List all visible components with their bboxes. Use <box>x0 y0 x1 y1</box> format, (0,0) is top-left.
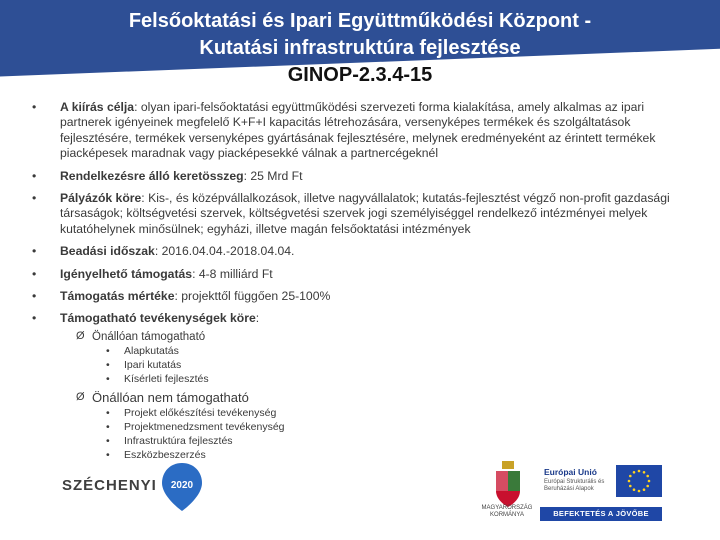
item-text: : 2016.04.04.-2018.04.04. <box>154 244 295 259</box>
invest-future-banner: BEFEKTETÉS A JÖVŐBE <box>540 507 662 521</box>
sub-item-text: Projekt előkészítési tevékenység <box>124 406 277 419</box>
bullet-icon: • <box>106 358 110 371</box>
sub-list-item <box>28 358 698 372</box>
supported-heading <box>28 331 698 344</box>
list-item <box>28 169 698 184</box>
not-supported-heading-text: Önállóan nem támogatható <box>92 389 249 405</box>
bullet-icon: • <box>106 448 110 461</box>
sub-item-text: Ipari kutatás <box>124 358 182 371</box>
list-item <box>28 244 698 259</box>
bullet-icon: • <box>106 372 110 385</box>
footer-logos <box>0 455 720 540</box>
list-item <box>28 289 698 304</box>
item-label: Pályázók köre <box>60 191 142 206</box>
title-line-1: Felsőoktatási és Ipari Együttműködési Központ - <box>128 10 592 32</box>
hungary-government-label <box>472 505 542 519</box>
sub-list-item <box>28 406 698 420</box>
bullet-icon: • <box>106 434 110 447</box>
bullet-icon: • <box>32 100 37 114</box>
bullet-icon: • <box>106 420 110 433</box>
title-line-2: Kutatási infrastruktúra fejlesztése <box>199 37 521 59</box>
item-label: Támogatható tevékenységek köre <box>60 311 256 326</box>
page-title <box>40 8 680 89</box>
item-label: Beadási időszak <box>60 244 155 259</box>
hungary-line-1: MAGYARORSZÁG <box>481 505 533 511</box>
sub-item-text: Alapkutatás <box>124 344 179 357</box>
sub-list-item <box>28 434 698 448</box>
eu-flag-icon <box>616 465 662 497</box>
arrow-icon: Ø <box>76 329 85 342</box>
item-text: : 4-8 milliárd Ft <box>192 266 273 281</box>
sub-list-item <box>28 344 698 358</box>
item-label: Rendelkezésre álló keretösszeg <box>60 168 244 183</box>
item-label: Igényelhető támogatás <box>60 266 193 281</box>
item-label: A kiírás célja <box>60 100 135 114</box>
sub-item-text: Infrastruktúra fejlesztés <box>124 434 233 447</box>
item-text: : Kis-, és középvállalkozások, illetve nagyvállalatok; kutatás-fejlesztést végző non-profit gazdasági társaságok; költségvetési szervek, költségvetési szervek jogi személyiséggel rendelkező intézményei melyek kutatóhelynek minősülnek; egyházi, illetve magán felsőoktatási intézmények <box>60 191 670 236</box>
szechenyi-logo-text: SZÉCHENYI <box>62 477 157 494</box>
list-item <box>28 267 698 282</box>
item-text: : 25 Mrd Ft <box>243 168 303 183</box>
eu-title: Európai Unió <box>544 467 597 477</box>
bullet-icon: • <box>32 266 37 281</box>
bullet-icon: • <box>106 406 110 419</box>
item-label: Támogatás mértéke <box>60 289 175 304</box>
bullet-list <box>28 100 698 462</box>
bullet-icon: • <box>32 244 37 259</box>
item-text: : projekttől függően 25-100% <box>174 289 331 304</box>
sub-item-text: Kísérleti fejlesztés <box>124 372 209 385</box>
sub-item-text: Projektmenedzsment tevékenység <box>124 420 285 433</box>
sub-list-item <box>28 420 698 434</box>
arrow-icon: Ø <box>76 390 85 403</box>
bullet-icon: • <box>32 289 37 304</box>
title-code: GINOP-2.3.4-15 <box>287 64 433 86</box>
sub-list-item <box>28 372 698 386</box>
not-supported-heading <box>28 390 698 406</box>
bullet-icon: • <box>32 191 37 206</box>
list-item <box>28 311 698 326</box>
eu-subtitle: Európai Strukturális és Beruházási Alapok <box>544 479 605 492</box>
item-text: : <box>255 311 260 326</box>
hungary-line-2: KORMÁNYA <box>490 512 524 518</box>
bullet-icon: • <box>106 344 110 357</box>
list-item <box>28 191 698 237</box>
year-label: 2020 <box>170 480 194 491</box>
list-item <box>28 100 698 162</box>
bullet-icon: • <box>32 311 37 326</box>
supported-heading-text: Önállóan támogatható <box>92 330 206 343</box>
sub-item-text: Eszközbeszerzés <box>124 448 206 461</box>
szechenyi-2020-pin-icon <box>160 461 204 513</box>
bullet-icon: • <box>32 168 37 183</box>
item-text: : olyan ipari-felsőoktatási együttműködési szervezeti forma kialakítása, amely alkalmas az ipari partnerek igényeinek megfelelő K+F+I kapacitás létrehozására, versenyképes termékek és szolgáltatások fejlesztésére, termékek versenyképes gyártásának fejlesztésére, melynek eredményeként az érintett termékek piacképesek maradnak vagy piacképesekké válnak a partnercégeknél <box>60 100 656 161</box>
